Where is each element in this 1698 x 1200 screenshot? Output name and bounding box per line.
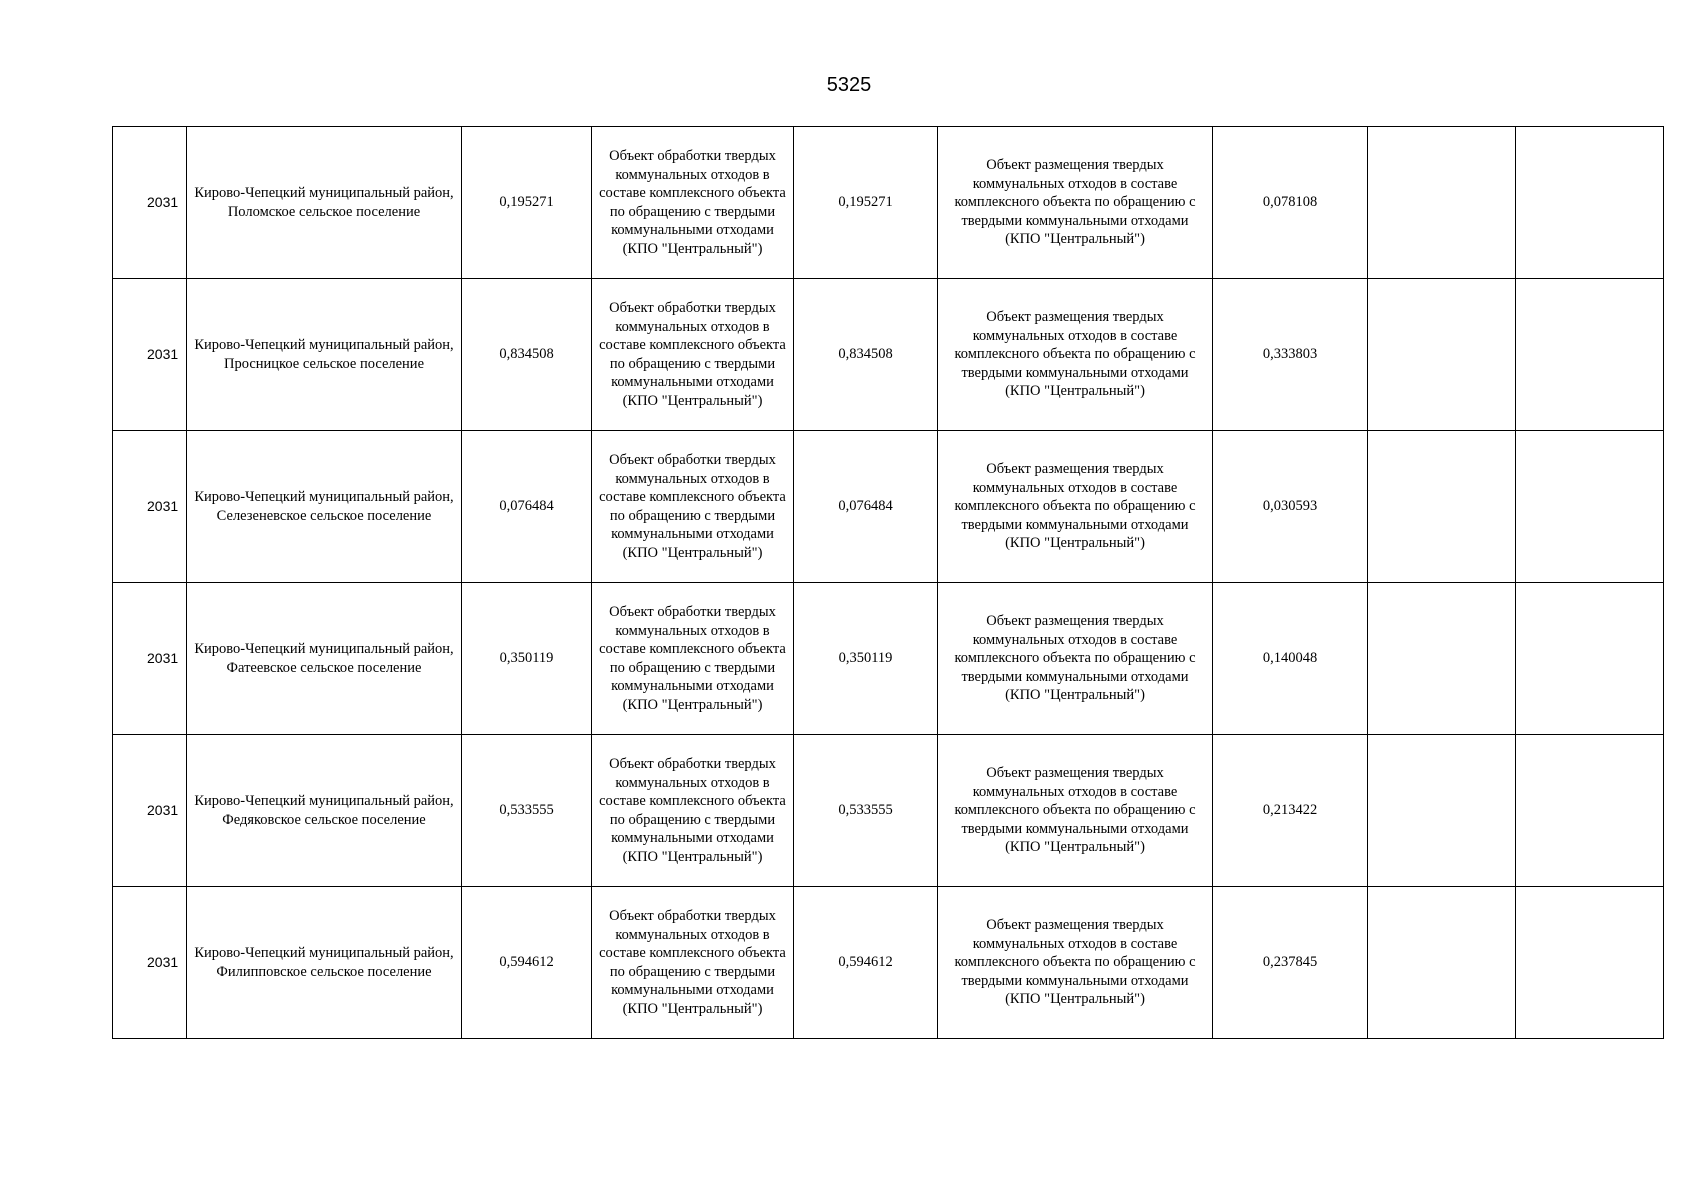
mass-placed-cell: 0,140048 xyxy=(1213,583,1368,735)
table-row xyxy=(113,279,1664,431)
table-row xyxy=(113,887,1664,1039)
year-cell: 2031 xyxy=(113,431,187,583)
mass-processed-cell: 0,076484 xyxy=(794,431,938,583)
empty-cell xyxy=(1516,735,1664,887)
mass-placed-cell: 0,030593 xyxy=(1213,431,1368,583)
area-cell: Кирово-Чепецкий муниципальный район, Просницкое сельское поселение xyxy=(187,279,462,431)
year-cell: 2031 xyxy=(113,735,187,887)
placement-facility-cell: Объект размещения твердых коммунальных отходов в составе комплексного объекта по обращению с твердыми коммунальными отходами (КПО "Центральный") xyxy=(938,887,1213,1039)
waste-flow-table xyxy=(112,126,1664,1039)
empty-cell xyxy=(1368,887,1516,1039)
processing-facility-cell: Объект обработки твердых коммунальных отходов в составе комплексного объекта по обращению с твердыми коммунальными отходами (КПО "Центральный") xyxy=(592,735,794,887)
mass-processed-cell: 0,533555 xyxy=(794,735,938,887)
processing-facility-cell: Объект обработки твердых коммунальных отходов в составе комплексного объекта по обращению с твердыми коммунальными отходами (КПО "Центральный") xyxy=(592,431,794,583)
empty-cell xyxy=(1368,431,1516,583)
table-row xyxy=(113,583,1664,735)
empty-cell xyxy=(1368,127,1516,279)
mass-total-cell: 0,594612 xyxy=(462,887,592,1039)
processing-facility-cell: Объект обработки твердых коммунальных отходов в составе комплексного объекта по обращению с твердыми коммунальными отходами (КПО "Центральный") xyxy=(592,127,794,279)
mass-placed-cell: 0,078108 xyxy=(1213,127,1368,279)
mass-placed-cell: 0,237845 xyxy=(1213,887,1368,1039)
empty-cell xyxy=(1368,583,1516,735)
empty-cell xyxy=(1516,279,1664,431)
page-number: 5325 xyxy=(826,74,872,96)
mass-processed-cell: 0,195271 xyxy=(794,127,938,279)
area-cell: Кирово-Чепецкий муниципальный район, Федяковское сельское поселение xyxy=(187,735,462,887)
empty-cell xyxy=(1516,127,1664,279)
area-cell: Кирово-Чепецкий муниципальный район, Поломское сельское поселение xyxy=(187,127,462,279)
table-row xyxy=(113,431,1664,583)
year-cell: 2031 xyxy=(113,887,187,1039)
year-cell: 2031 xyxy=(113,127,187,279)
mass-placed-cell: 0,333803 xyxy=(1213,279,1368,431)
table-row xyxy=(113,127,1664,279)
mass-total-cell: 0,834508 xyxy=(462,279,592,431)
mass-processed-cell: 0,350119 xyxy=(794,583,938,735)
placement-facility-cell: Объект размещения твердых коммунальных отходов в составе комплексного объекта по обращению с твердыми коммунальными отходами (КПО "Центральный") xyxy=(938,431,1213,583)
mass-placed-cell: 0,213422 xyxy=(1213,735,1368,887)
placement-facility-cell: Объект размещения твердых коммунальных отходов в составе комплексного объекта по обращению с твердыми коммунальными отходами (КПО "Центральный") xyxy=(938,735,1213,887)
mass-total-cell: 0,076484 xyxy=(462,431,592,583)
processing-facility-cell: Объект обработки твердых коммунальных отходов в составе комплексного объекта по обращению с твердыми коммунальными отходами (КПО "Центральный") xyxy=(592,279,794,431)
empty-cell xyxy=(1368,735,1516,887)
area-cell: Кирово-Чепецкий муниципальный район, Фатеевское сельское поселение xyxy=(187,583,462,735)
processing-facility-cell: Объект обработки твердых коммунальных отходов в составе комплексного объекта по обращению с твердыми коммунальными отходами (КПО "Центральный") xyxy=(592,583,794,735)
empty-cell xyxy=(1368,279,1516,431)
mass-total-cell: 0,350119 xyxy=(462,583,592,735)
year-cell: 2031 xyxy=(113,583,187,735)
placement-facility-cell: Объект размещения твердых коммунальных отходов в составе комплексного объекта по обращению с твердыми коммунальными отходами (КПО "Центральный") xyxy=(938,583,1213,735)
mass-total-cell: 0,195271 xyxy=(462,127,592,279)
placement-facility-cell: Объект размещения твердых коммунальных отходов в составе комплексного объекта по обращению с твердыми коммунальными отходами (КПО "Центральный") xyxy=(938,279,1213,431)
table-row xyxy=(113,735,1664,887)
mass-total-cell: 0,533555 xyxy=(462,735,592,887)
processing-facility-cell: Объект обработки твердых коммунальных отходов в составе комплексного объекта по обращению с твердыми коммунальными отходами (КПО "Центральный") xyxy=(592,887,794,1039)
empty-cell xyxy=(1516,887,1664,1039)
year-cell: 2031 xyxy=(113,279,187,431)
empty-cell xyxy=(1516,583,1664,735)
area-cell: Кирово-Чепецкий муниципальный район, Филипповское сельское поселение xyxy=(187,887,462,1039)
placement-facility-cell: Объект размещения твердых коммунальных отходов в составе комплексного объекта по обращению с твердыми коммунальными отходами (КПО "Центральный") xyxy=(938,127,1213,279)
empty-cell xyxy=(1516,431,1664,583)
mass-processed-cell: 0,594612 xyxy=(794,887,938,1039)
area-cell: Кирово-Чепецкий муниципальный район, Селезеневское сельское поселение xyxy=(187,431,462,583)
mass-processed-cell: 0,834508 xyxy=(794,279,938,431)
